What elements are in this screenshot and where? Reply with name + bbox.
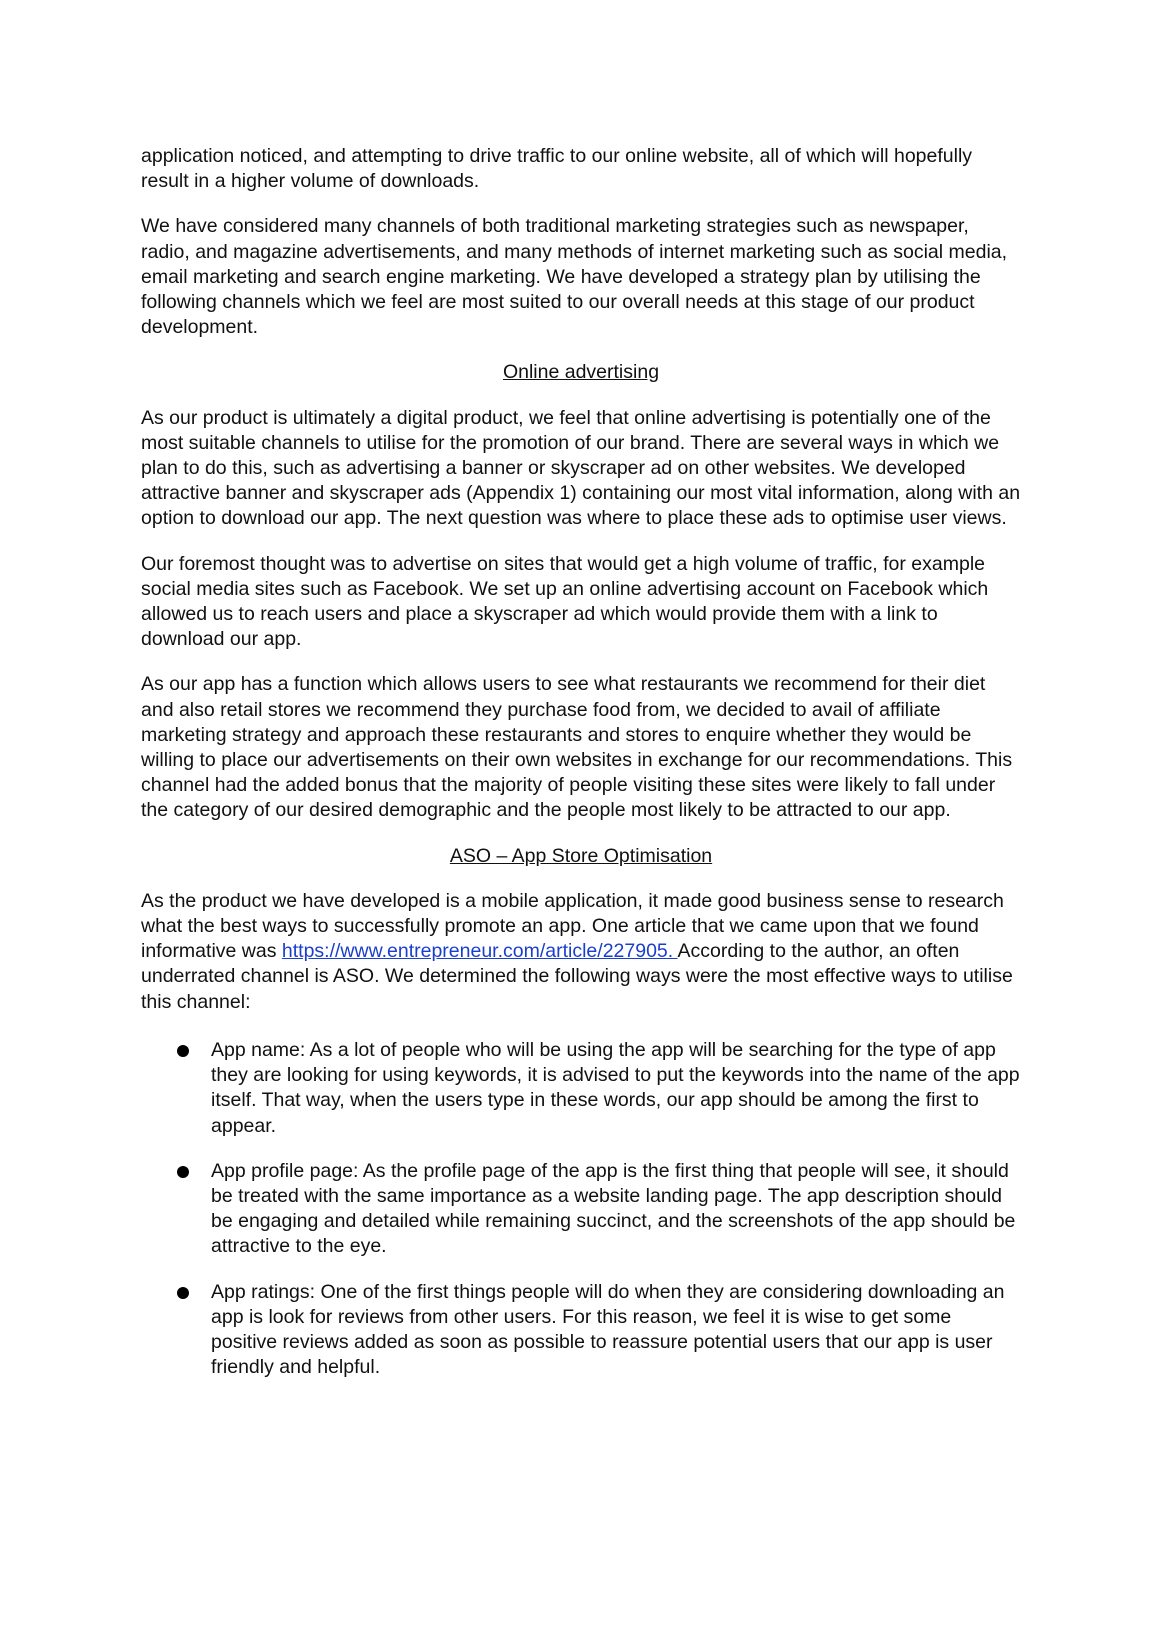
body-paragraph: Our foremost thought was to advertise on sites that would get a high volume of traffic, for example social media sites such as Facebook. We set up an online advertising account on Facebook which allowed us to reach users and place a skyscraper ad which would provide them with a link to download our app. <box>141 552 989 651</box>
body-paragraph: application noticed, and attempting to drive traffic to our online website, all of which will hopefully result in a higher volume of downloads. <box>141 145 973 193</box>
bullet-icon <box>177 1287 189 1299</box>
body-paragraph-with-link <box>141 889 1021 1015</box>
section-heading-online-advertising: Online advertising <box>502 361 660 384</box>
section-heading-aso: ASO – App Store Optimisation <box>449 844 713 867</box>
paragraph-text-after-link: According to the author, an often underrated channel is ASO. We determined the following ways were the most effective ways to utilise this channel: <box>141 940 1013 1013</box>
list-item <box>141 1038 1021 1139</box>
aso-bullet-list <box>141 1038 1021 1380</box>
list-item <box>141 1159 1021 1260</box>
list-item <box>141 1280 1021 1381</box>
bullet-icon <box>177 1045 189 1057</box>
list-item-text: App name: As a lot of people who will be using the app will be searching for the type of app they are looking for using keywords, it is advised to put the keywords into the name of the app itself. That way, when the users type in these words, our app should be among the first to appear. <box>211 1038 1020 1137</box>
bullet-icon <box>177 1166 189 1178</box>
document-page <box>141 144 1021 1400</box>
paragraph-text-before-link: As the product we have developed is a mobile application, it made good business sense to research what the best ways to successfully promote an app. One article that we came upon that we found informative was <box>141 889 1004 963</box>
entrepreneur-article-link[interactable]: https://www.entrepreneur.com/article/227905. <box>281 940 678 963</box>
list-item-text: App ratings: One of the first things people will do when they are considering downloading an app is look for reviews from other users. For this reason, we feel it is wise to get some positive reviews added as soon as possible to reassure potential users that our app is user friendly and helpful. <box>211 1280 1005 1379</box>
body-paragraph: As our app has a function which allows users to see what restaurants we recommend for their diet and also retail stores we recommend they purchase food from, we decided to avail of affiliate marketing strategy and approach these restaurants and stores to enquire whether they would be willing to place our advertisements on their own websites in exchange for our recommendations. This channel had the added bonus that the majority of people visiting these sites were likely to fall under the category of our desired demographic and the people most likely to be attracted to our app. <box>141 673 1013 822</box>
list-item-text: App profile page: As the profile page of the app is the first thing that people will see, it should be treated with the same importance as a website landing page. The app description should be engaging and detailed while remaining succinct, and the screenshots of the app should be attractive to the eye. <box>211 1159 1016 1258</box>
body-paragraph: We have considered many channels of both traditional marketing strategies such as newspaper, radio, and magazine advertisements, and many methods of internet marketing such as social media, email marketing and search engine marketing. We have developed a strategy plan by utilising the following channels which we feel are most suited to our overall needs at this stage of our product development. <box>141 215 1008 339</box>
body-paragraph: As our product is ultimately a digital product, we feel that online advertising is potentially one of the most suitable channels to utilise for the promotion of our brand. There are several ways in which we plan to do this, such as advertising a banner or skyscraper ad on other websites. We developed attractive banner and skyscraper ads (Appendix 1) containing our most vital information, along with an option to download our app. The next question was where to place these ads to optimise user views. <box>141 406 1021 530</box>
